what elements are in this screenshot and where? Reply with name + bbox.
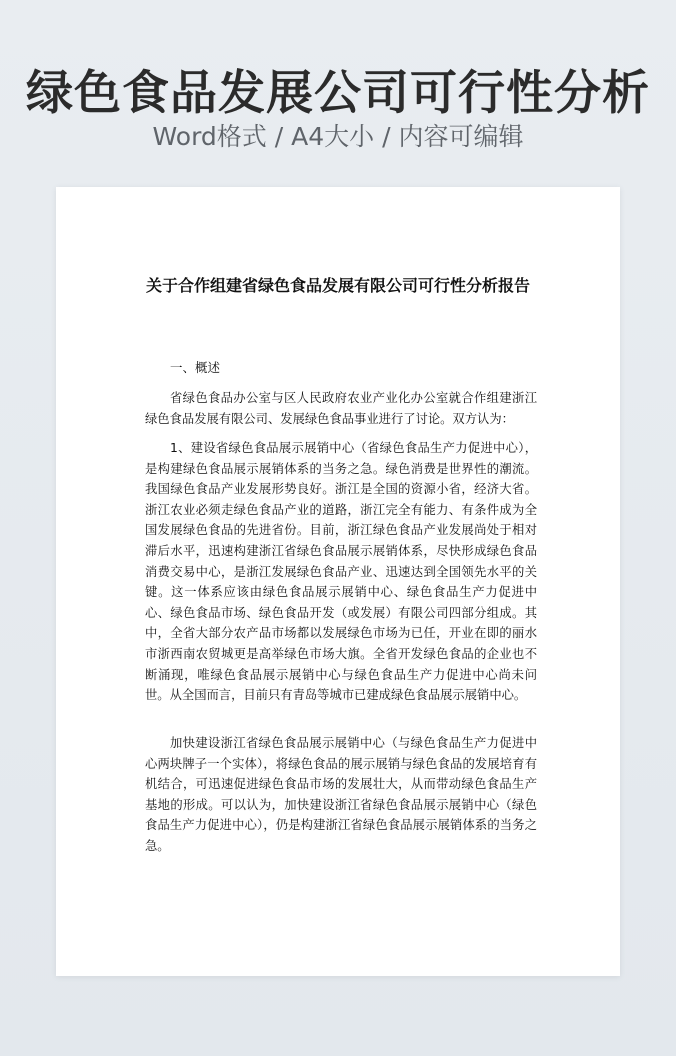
document-page [56, 187, 620, 976]
section-heading: 一、概述 [170, 360, 221, 375]
document-title: 关于合作组建省绿色食品发展有限公司可行性分析报告 [145, 276, 530, 295]
banner-subtitle: Word格式 / A4大小 / 内容可编辑 [152, 122, 524, 151]
paragraph-intro: 省绿色食品办公室与区人民政府农业产业化办公室就合作组建浙江绿色食品发展有限公司、发展绿色食品事业进行了讨论。双方认为： [145, 391, 537, 426]
paragraph-conclusion: 加快建设浙江省绿色食品展示展销中心（与绿色食品生产力促进中心两块牌子一个实体），将绿色食品的展示展销与绿色食品的发展培育有机结合，可迅速促进绿色食品市场的发展壮大，从而带动绿色食品生产基地的形成。可以认为，加快建设浙江省绿色食品展示展销中心（绿色食品生产力促进中心），仍是构建浙江省绿色食品展示展销体系的当务之急。 [145, 736, 537, 853]
paragraph-point-1: 1、建设省绿色食品展示展销中心（省绿色食品生产力促进中心），是构建绿色食品展示展销体系的当务之急。绿色消费是世界性的潮流。我国绿色食品产业发展形势良好。浙江是全国的资源小省，经济大省。浙江农业必须走绿色食品产业的道路，浙江完全有能力、有条件成为全国发展绿色食品的先进省份。目前，浙江绿色食品产业发展尚处于相对滞后水平，迅速构建浙江省绿色食品展示展销体系，尽快形成绿色食品消费交易中心，是浙江发展绿色食品产业、迅速达到全国领先水平的关键。这一体系应该由绿色食品展示展销中心、绿色食品生产力促进中心、绿色食品市场、绿色食品开发（或发展）有限公司四部分组成。其中，全省大部分农产品市场都以发展绿色市场为已任，开业在即的丽水市浙西南农贸城更是高举绿色市场大旗。全省开发绿色食品的企业也不断涌现，唯绿色食品展示展销中心与绿色食品生产力促进中心尚未问世。从全国而言，目前只有青岛等城市已建成绿色食品展示展销中心。 [145, 441, 537, 703]
banner-title: 绿色食品发展公司可行性分析 [26, 66, 650, 121]
